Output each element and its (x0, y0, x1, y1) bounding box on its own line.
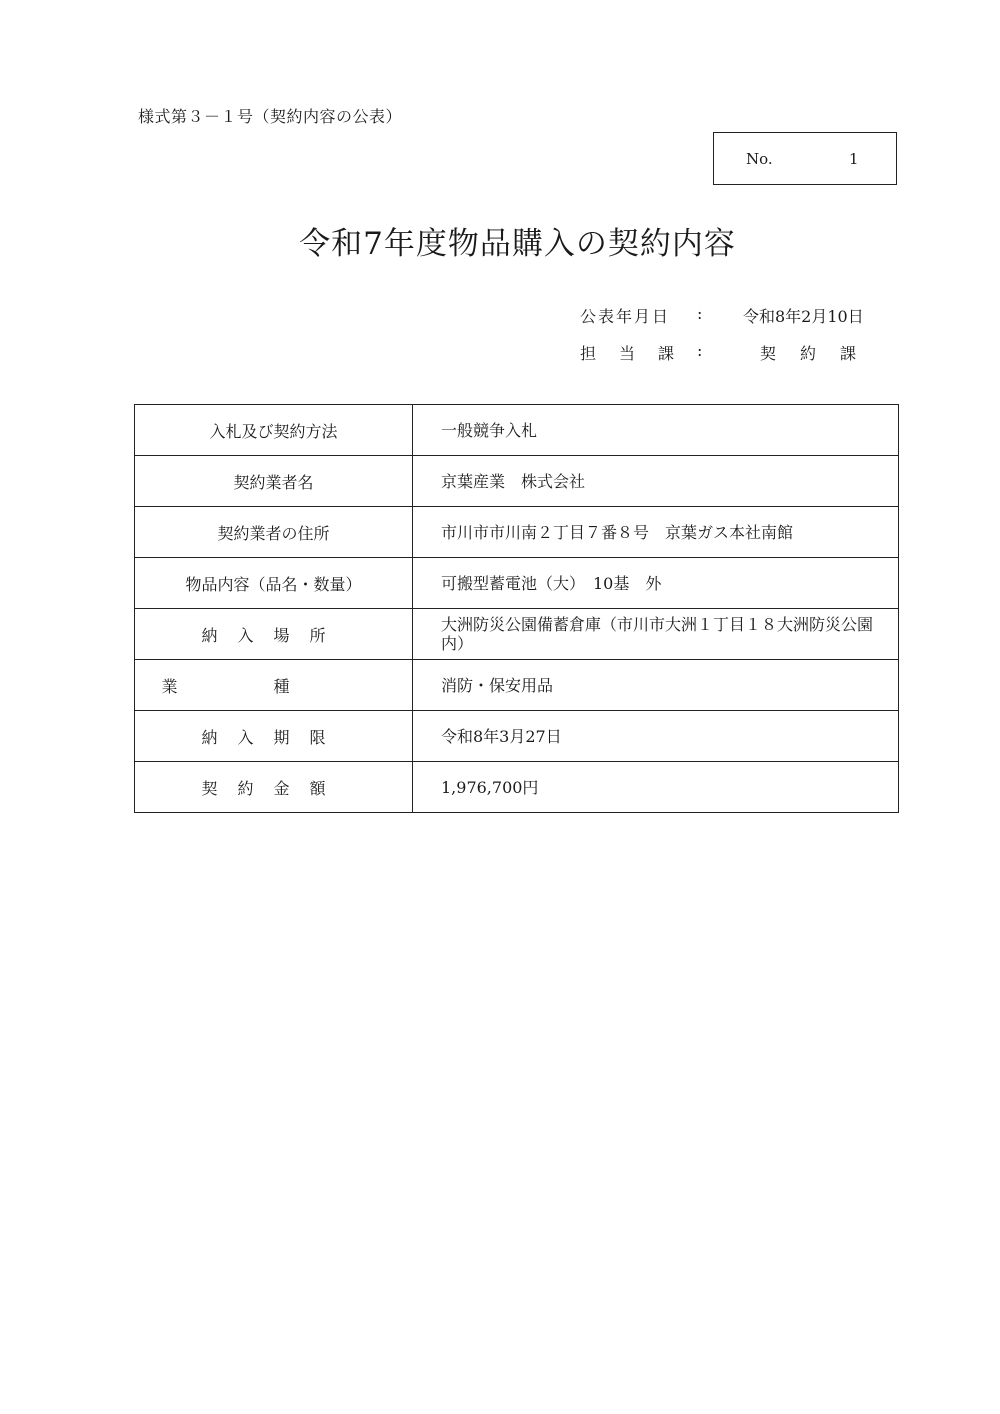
row-value-bidding-method: 一般競争入札 (413, 405, 899, 456)
row-value-goods: 可搬型蓄電池（大） 10基 外 (413, 558, 899, 609)
row-value-contractor-name: 京葉産業 株式会社 (413, 456, 899, 507)
row-label-contractor-name: 契約業者名 (135, 456, 413, 507)
row-label-contract-amount: 契約金額 (135, 762, 413, 813)
table-row (135, 405, 899, 456)
table-row (135, 507, 899, 558)
contract-table (134, 404, 899, 813)
row-label-delivery-deadline: 納入期限 (135, 711, 413, 762)
table-row (135, 660, 899, 711)
row-value-delivery-place: 大洲防災公園備蓄倉庫（市川市大洲１丁目１８大洲防災公園内） (413, 609, 899, 660)
number-box (713, 132, 897, 185)
number-value: 1 (849, 150, 859, 168)
number-label: No. (746, 150, 773, 168)
row-label-delivery-place: 納入場所 (135, 609, 413, 660)
publish-date-label: 公表年月日 (580, 307, 671, 326)
row-value-delivery-deadline: 令和8年3月27日 (413, 711, 899, 762)
row-label-goods: 物品内容（品名・数量） (135, 558, 413, 609)
row-value-contractor-address: 市川市市川南２丁目７番８号 京葉ガス本社南館 (413, 507, 899, 558)
row-value-contract-amount: 1,976,700円 (413, 762, 899, 813)
publish-date-value: 令和8年2月10日 (743, 307, 864, 326)
table-row (135, 609, 899, 660)
table-row (135, 456, 899, 507)
table-row (135, 762, 899, 813)
table-row (135, 711, 899, 762)
row-value-industry: 消防・保安用品 (413, 660, 899, 711)
row-label-contractor-address: 契約業者の住所 (135, 507, 413, 558)
publish-date-colon: : (697, 304, 703, 323)
form-code: 様式第３－１号（契約内容の公表） (138, 107, 403, 126)
row-label-bidding-method: 入札及び契約方法 (135, 405, 413, 456)
document-title: 令和7年度物品購入の契約内容 (299, 226, 736, 262)
row-label-industry: 業種 (135, 660, 413, 711)
department-value: 契約課 (760, 344, 881, 363)
table-row (135, 558, 899, 609)
department-colon: : (697, 341, 703, 360)
department-label: 担当課 (580, 344, 698, 363)
